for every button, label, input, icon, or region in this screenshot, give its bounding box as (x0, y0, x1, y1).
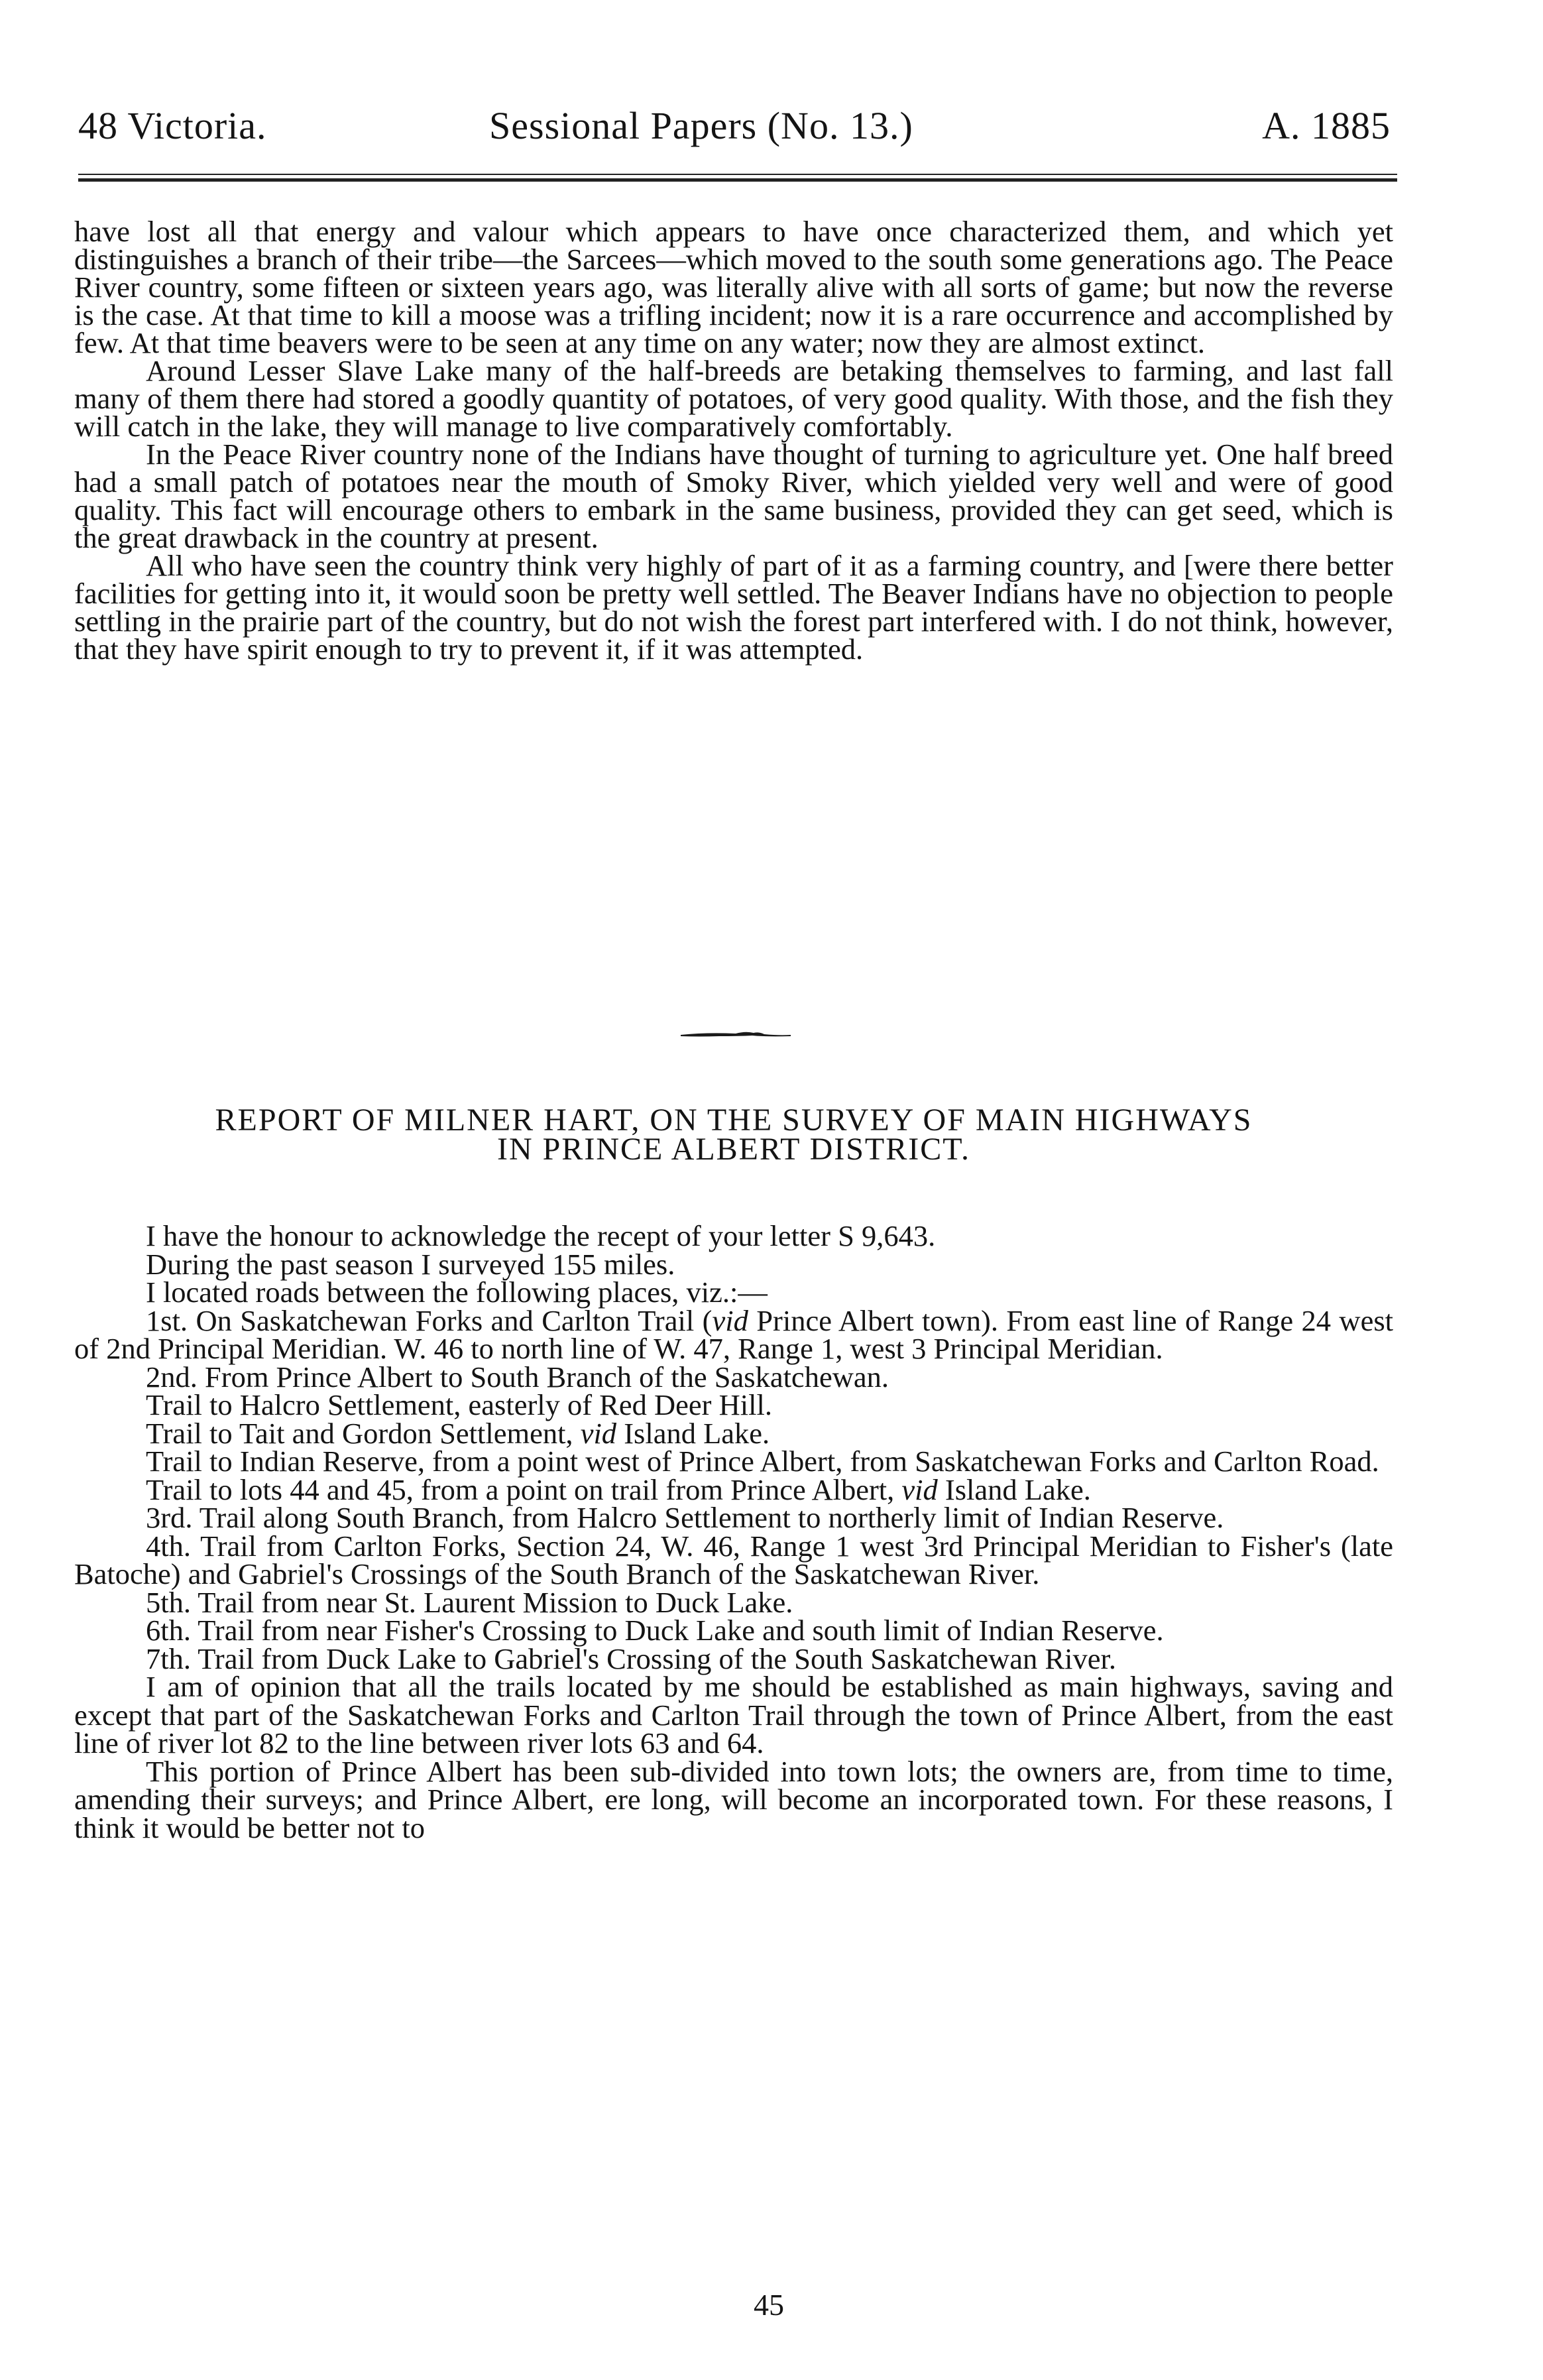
report-body (74, 1219, 1393, 1844)
paragraph: I have the honour to acknowledge the recept of your letter S 9,643. (146, 1219, 936, 1252)
route-item-3: 3rd. Trail along South Branch, from Halcro Settlement to northerly limit of Indian Reserve. (146, 1501, 1224, 1534)
header-volume: 48 Victoria. (78, 104, 267, 147)
paragraph: All who have seen the country think very highly of part of it as a farming country, and [were there better facilities for getting into it, it would soon be pretty well settled. The Beaver Indians have no objection to people settling in the prairie part of the country, but do not wish the forest part interfered with. I do not think, however, that they have spirit enough to try to prevent it, if it was attempted. (74, 549, 1393, 666)
report-title-line-2: IN PRINCE ALBERT DISTRICT. (496, 1132, 971, 1167)
route-item-4: 4th. Trail from Carlton Forks, Section 24, W. 46, Range 1 west 3rd Principal Meridian to Fisher's (late Batoche) and Gabriel's Crossings of the South Branch of the Saskatchewan River. (74, 1529, 1393, 1590)
route-item-6: 6th. Trail from near Fisher's Crossing to Duck Lake and south limit of Indian Reserve. (146, 1614, 1164, 1647)
route-item-1-start: 1st. On Saskatchewan Forks and Carlton Trail ( (146, 1303, 713, 1337)
header-title: Sessional Papers (No. 13.) (489, 104, 913, 147)
trail-halcro: Trail to Halcro Settlement, easterly of Red Deer Hill. (146, 1388, 772, 1421)
paragraph: I am of opinion that all the trails located by me should be established as main highways, saving and except that part of the Saskatchewan Forks and Carlton Trail through the town of Prince Albert, from the east line of river lot 82 to the line between river lots 63 and 64. (74, 1670, 1393, 1759)
trail-lots-start: Trail to lots 44 and 45, from a point on trail from Prince Albert, (146, 1472, 902, 1506)
route-item-1 (74, 1303, 1393, 1365)
paragraph: In the Peace River country none of the Indians have thought of turning to agriculture yet. One half breed had a small patch of potatoes near the mouth of Smoky River, which yielded very well and were of good quality. This fact will encourage others to embark in the same business, provided they can get seed, which is the great drawback in the country at present. (74, 438, 1393, 554)
paragraph: Around Lesser Slave Lake many of the half-breeds are betaking themselves to farming, and last fall many of them there had stored a goodly quantity of potatoes, of very good quality. With those, and the fish they will catch in the lake, they will manage to live comparatively comfortably. (74, 354, 1393, 443)
paragraph: This portion of Prince Albert has been sub-divided into town lots; the owners are, from time to time, amending their surveys; and Prince Albert, ere long, will become an incorporated town. For these reasons, I think it would be better not to (74, 1754, 1393, 1844)
header-rule (78, 174, 1397, 182)
continued-section (74, 215, 1393, 666)
route-item-1-end: Prince Albert town). From east line of Range 24 west of 2nd Principal Meridian. W. 46 to north line of W. 47, Range 1, west 3 Principal Meridian. (74, 1303, 1393, 1365)
paragraph: During the past season I surveyed 155 miles. (146, 1247, 675, 1281)
trail-indian-reserve: Trail to Indian Reserve, from a point west of Prince Albert, from Saskatchewan Forks and Carlton Road. (146, 1445, 1379, 1478)
route-item-7: 7th. Trail from Duck Lake to Gabriel's Crossing of the South Saskatchewan River. (146, 1641, 1116, 1675)
header-rule-thin (78, 174, 1397, 175)
page-number: 45 (754, 2288, 784, 2322)
report-title-line-1: REPORT OF MILNER HART, ON THE SURVEY OF MAIN HIGHWAYS (215, 1102, 1253, 1138)
section-divider-ornament (679, 1030, 792, 1039)
trail-tait-start: Trail to Tait and Gordon Settlement, (146, 1416, 581, 1450)
header-year: A. 1885 (1262, 104, 1391, 147)
via-word: vid (712, 1303, 748, 1337)
header-rule-thick (78, 178, 1397, 182)
trail-lots (74, 1472, 1393, 1506)
report-title (74, 1102, 1393, 1167)
via-word: vid (901, 1472, 938, 1506)
route-item-2: 2nd. From Prince Albert to South Branch of the Saskatchewan. (146, 1360, 889, 1394)
route-item-5: 5th. Trail from near St. Laurent Mission to Duck Lake. (146, 1585, 793, 1619)
paragraph: I located roads between the following places, viz.:— (146, 1276, 768, 1309)
running-head (78, 99, 1404, 152)
trail-tait-end: Island Lake. (616, 1416, 770, 1450)
trail-tait-gordon (74, 1416, 1393, 1450)
paragraph: have lost all that energy and valour which appears to have once characterized them, and which yet distinguishes a branch of their tribe—the Sarcees—which moved to the south some generations ago. The Peace River country, some fifteen or sixteen years ago, was literally alive with all sorts of game; but now the reverse is the case. At that time to kill a moose was a trifling incident; now it is a rare occurrence and accomplished by few. At that time beavers were to be seen at any time on any water; now they are almost extinct. (74, 215, 1393, 359)
via-word: vid (580, 1416, 617, 1450)
trail-lots-end: Island Lake. (937, 1472, 1091, 1506)
